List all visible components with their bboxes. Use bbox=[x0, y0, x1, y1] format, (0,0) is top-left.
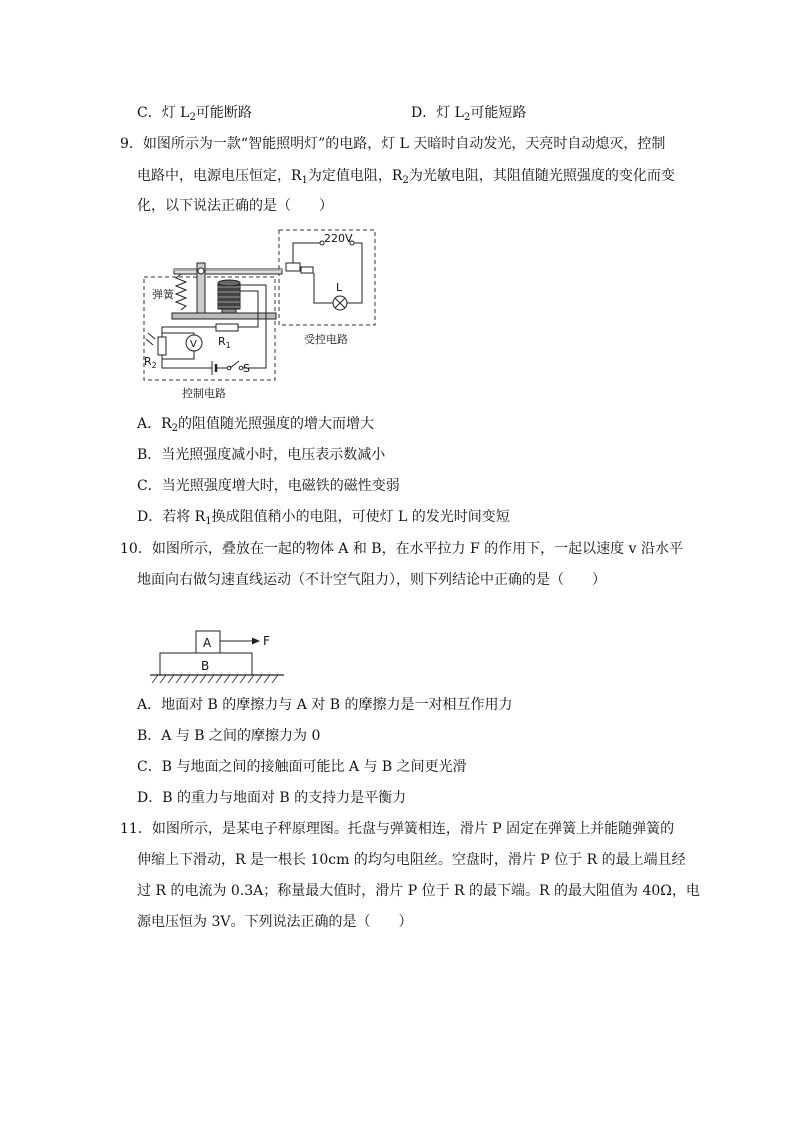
q10-stem-line2: 地面向右做匀速直线运动（不计空气阻力），则下列结论中正确的是（ ） bbox=[137, 572, 606, 588]
q9-stem-line1: 9．如图所示为一款“智能照明灯”的电路，灯 L 天暗时自动发光，天亮时自动熄灭，控制 bbox=[120, 136, 666, 152]
q11-stem-line1: 11．如图所示，是某电子秤原理图。托盘与弹簧相连，滑片 P 固定在弹簧上并能随弹簧的 bbox=[120, 821, 675, 837]
switch-label: S bbox=[243, 362, 250, 375]
q10-option-d: D．B 的重力与地面对 B 的支持力是平衡力 bbox=[137, 790, 407, 806]
q10-option-a: A．地面对 B 的摩擦力与 A 对 B 的摩擦力是一对相互作用力 bbox=[137, 697, 513, 713]
force-label: F bbox=[263, 634, 270, 648]
q9-option-a: A．$R_2$的阻值随光照强度的增大而增大 bbox=[137, 416, 375, 434]
voltmeter-label: V bbox=[190, 339, 197, 350]
spring-label: 弹簧 bbox=[152, 288, 174, 301]
q9-option-c: C．当光照强度增大时，电磁铁的磁性变弱 bbox=[137, 478, 400, 494]
q9-circuit-figure bbox=[138, 225, 383, 405]
r2-label: $R_2$ bbox=[144, 355, 157, 370]
r1-resistor-icon bbox=[216, 324, 238, 331]
r2-photoresistor-icon bbox=[158, 337, 166, 355]
q9-stem-line2: 电路中，电源电压恒定，$R_1$为定值电阻，$R_2$为光敏电阻，其阻值随光照强度的变化而变 bbox=[137, 168, 675, 186]
q9-option-b: B．当光照强度减小时，电压表示数减小 bbox=[137, 447, 386, 463]
q11-stem-line3: 过 R 的电流为 0.3A；称量最大值时，滑片 P 位于 R 的最下端。R 的最大阻值为 40Ω，电 bbox=[137, 883, 700, 899]
q9-stem-line3: 化，以下说法正确的是（ ） bbox=[137, 198, 333, 214]
force-arrow-icon bbox=[252, 638, 260, 645]
q8-option-d: D．灯 $L_2$可能短路 bbox=[411, 105, 527, 123]
q10-option-b: B．A 与 B 之间的摩擦力为 0 bbox=[137, 728, 321, 744]
voltage-label: 220V bbox=[324, 232, 353, 245]
block-b-label: B bbox=[201, 659, 210, 673]
ground-hatching bbox=[152, 675, 278, 683]
block-a-label: A bbox=[203, 636, 212, 650]
q8-option-c: C．灯 $L_2$可能断路 bbox=[137, 105, 252, 123]
q10-stem-line1: 10．如图所示，叠放在一起的物体 A 和 B，在水平拉力 F 的作用下，一起以速度 v 沿水平 bbox=[120, 541, 683, 557]
lamp-label: L bbox=[336, 281, 343, 294]
q10-option-c: C．B 与地面之间的接触面可能比 A 与 B 之间更光滑 bbox=[137, 759, 467, 775]
r1-label: $R_1$ bbox=[218, 335, 231, 350]
q11-stem-line4: 源电压恒为 3V。下列说法正确的是（ ） bbox=[137, 914, 413, 930]
controlled-circuit-label: 受控电路 bbox=[304, 333, 348, 346]
q9-option-d: D．若将 $R_1$换成阻值稍小的电阻，可使灯 L 的发光时间变短 bbox=[137, 509, 510, 527]
control-circuit-label: 控制电路 bbox=[182, 387, 226, 400]
q10-block-figure bbox=[150, 625, 290, 691]
q11-stem-line2: 伸缩上下滑动，R 是一根长 10cm 的均匀电阻丝。空盘时，滑片 P 位于 R 的最上端且经 bbox=[137, 852, 686, 868]
